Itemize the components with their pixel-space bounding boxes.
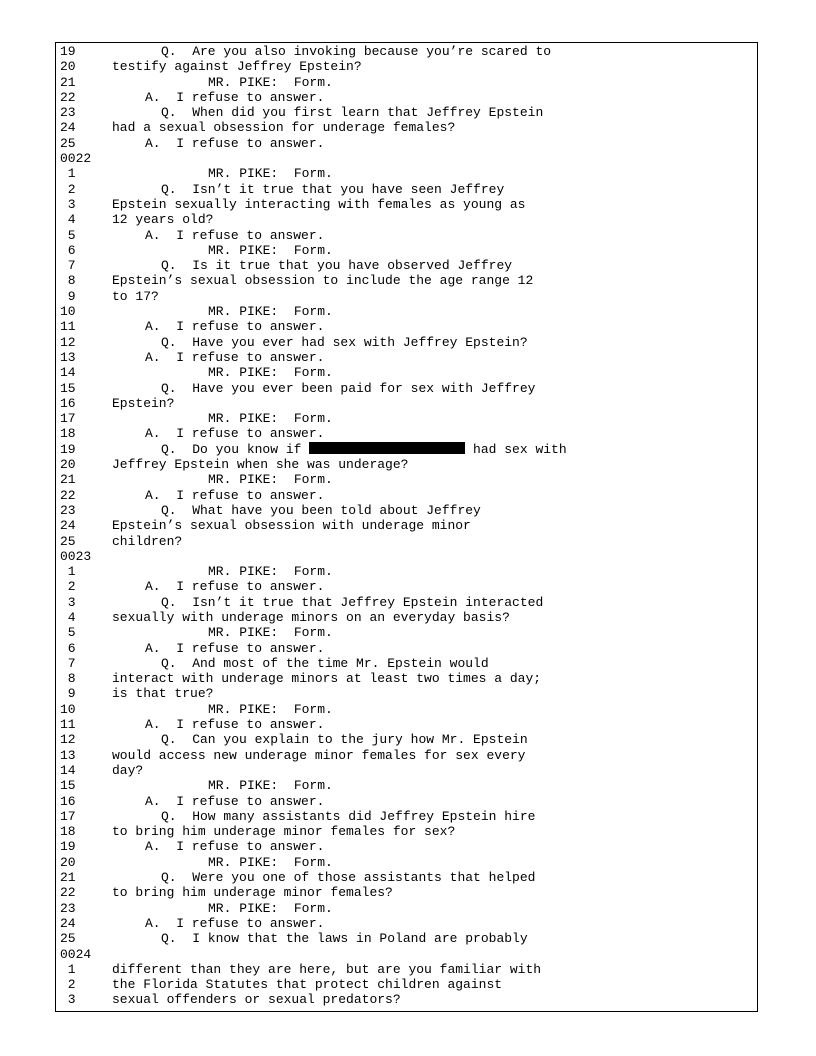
- transcript-line: [60, 564, 750, 579]
- transcript-line: [60, 228, 750, 243]
- transcript-line: [60, 426, 750, 441]
- line-number: 21: [60, 870, 76, 886]
- line-text: [161, 182, 504, 197]
- line-text: [208, 472, 333, 487]
- line-text: [161, 381, 535, 396]
- line-number: 6: [60, 242, 76, 258]
- line-text: [112, 610, 510, 625]
- line-text-content: MR. PIKE: Form.: [208, 166, 333, 182]
- transcript-line: [60, 258, 750, 273]
- line-text-content: A. I refuse to answer.: [145, 227, 325, 243]
- line-text: [161, 503, 481, 518]
- line-text-content: Q. What have you been told about Jeffrey: [161, 502, 481, 518]
- line-text: [161, 931, 528, 946]
- transcript-line: [60, 304, 750, 319]
- line-text: [208, 901, 333, 916]
- transcript-line: [60, 549, 750, 564]
- line-text: [145, 136, 324, 151]
- line-text: [161, 656, 489, 671]
- transcript-line: [60, 671, 750, 686]
- line-text-content: A. I refuse to answer.: [145, 487, 325, 503]
- line-number: 24: [60, 518, 76, 534]
- line-text: [161, 595, 543, 610]
- line-number: 8: [60, 273, 76, 289]
- line-text-content: is that true?: [112, 686, 214, 702]
- line-text-content: A. I refuse to answer.: [145, 915, 325, 931]
- transcript-line: [60, 794, 750, 809]
- line-number: 22: [60, 89, 76, 105]
- line-text-content: day?: [112, 762, 144, 778]
- line-text-content: MR. PIKE: Form.: [208, 242, 333, 258]
- line-text: [161, 258, 512, 273]
- line-text-continuation: had sex with: [465, 441, 567, 457]
- line-text: [161, 335, 528, 350]
- line-text-content: A. I refuse to answer.: [145, 717, 325, 733]
- line-text-content: MR. PIKE: Form.: [208, 854, 333, 870]
- line-text: [208, 304, 333, 319]
- line-text: [145, 426, 324, 441]
- line-number: 6: [60, 640, 76, 656]
- transcript-line: [60, 778, 750, 793]
- transcript-line: [60, 824, 750, 839]
- transcript-line: [60, 472, 750, 487]
- line-text-content: MR. PIKE: Form.: [208, 74, 333, 90]
- line-text-content: Q. Is it true that you have observed Jeffrey: [161, 258, 513, 274]
- line-number: 25: [60, 135, 76, 151]
- line-text: [145, 228, 324, 243]
- line-text-content: A. I refuse to answer.: [145, 839, 325, 855]
- line-text-content: Q. When did you first learn that Jeffrey Epstein: [161, 105, 544, 121]
- line-number: 20: [60, 457, 76, 473]
- line-text: [161, 732, 528, 747]
- line-text: [208, 778, 333, 793]
- transcript-line: [60, 610, 750, 625]
- line-number: 24: [60, 915, 76, 931]
- line-text: [145, 350, 324, 365]
- line-text-content: to bring him underage minor females for sex?: [112, 824, 456, 840]
- line-text-content: MR. PIKE: Form.: [208, 625, 333, 641]
- line-text-content: Epstein’s sexual obsession to include the age range 12: [112, 273, 534, 289]
- line-number: 19: [60, 441, 76, 457]
- line-text: [112, 197, 525, 212]
- line-text: [208, 564, 333, 579]
- line-number: 12: [60, 732, 76, 748]
- transcript-line: [60, 197, 750, 212]
- line-text-content: interact with underage minors at least two times a day;: [112, 671, 542, 687]
- transcript-line: [60, 579, 750, 594]
- transcript-line: [60, 901, 750, 916]
- line-number: 7: [60, 258, 76, 274]
- transcript-line: [60, 748, 750, 763]
- line-number: 20: [60, 854, 76, 870]
- transcript-line: [60, 488, 750, 503]
- line-text: [112, 396, 174, 411]
- line-text-content: Q. Were you one of those assistants that helped: [161, 870, 536, 886]
- line-text: [112, 212, 213, 227]
- transcript-line: [60, 212, 750, 227]
- line-number: 16: [60, 793, 76, 809]
- transcript-line: [60, 732, 750, 747]
- line-number: 19: [60, 839, 76, 855]
- line-text: [145, 488, 324, 503]
- line-number: 1: [60, 961, 76, 977]
- transcript-line: [60, 518, 750, 533]
- transcript-line: [60, 396, 750, 411]
- line-text: [112, 518, 471, 533]
- line-text: [208, 411, 333, 426]
- transcript-lines: [60, 44, 750, 1008]
- line-text-content: MR. PIKE: Form.: [208, 472, 333, 488]
- line-text-content: Q. How many assistants did Jeffrey Epstein hire: [161, 808, 536, 824]
- line-number: 10: [60, 701, 76, 717]
- line-text-content: MR. PIKE: Form.: [208, 304, 333, 320]
- line-number: 15: [60, 380, 76, 396]
- line-text: [145, 839, 324, 854]
- line-text-content: A. I refuse to answer.: [145, 640, 325, 656]
- line-number: 11: [60, 717, 76, 733]
- line-number: 18: [60, 426, 76, 442]
- transcript-line: [60, 947, 750, 962]
- line-number: 23: [60, 900, 76, 916]
- line-text: [161, 44, 551, 59]
- transcript-line: [60, 931, 750, 946]
- line-number: 14: [60, 762, 76, 778]
- transcript-line: [60, 120, 750, 135]
- line-text: [145, 794, 324, 809]
- line-text-content: Q. Isn’t it true that you have seen Jeffrey: [161, 181, 505, 197]
- transcript-line: [60, 442, 750, 457]
- transcript-line: [60, 686, 750, 701]
- line-number: 24: [60, 120, 76, 136]
- line-text-content: Epstein’s sexual obsession with underage minor: [112, 518, 471, 534]
- line-text: [112, 962, 541, 977]
- line-text-content: A. I refuse to answer.: [145, 319, 325, 335]
- line-number: 8: [60, 671, 76, 687]
- transcript-line: [60, 44, 750, 59]
- line-text-content: Epstein sexually interacting with females as young as: [112, 196, 526, 212]
- line-text: [208, 365, 333, 380]
- line-text-content: would access new underage minor females for sex every: [112, 747, 526, 763]
- line-number: 13: [60, 349, 76, 365]
- line-text: [112, 120, 455, 135]
- transcript-line: [60, 136, 750, 151]
- line-text-content: MR. PIKE: Form.: [208, 900, 333, 916]
- line-number: 3: [60, 594, 76, 610]
- line-text: [112, 457, 408, 472]
- line-text: [112, 534, 182, 549]
- transcript-line: [60, 75, 750, 90]
- line-text-content: MR. PIKE: Form.: [208, 564, 333, 580]
- line-number: 12: [60, 334, 76, 350]
- line-text: [145, 579, 324, 594]
- line-text-content: had a sexual obsession for underage females?: [112, 120, 456, 136]
- transcript-line: [60, 702, 750, 717]
- line-text-content: Q. Have you ever been paid for sex with Jeffrey: [161, 380, 536, 396]
- line-number: 1: [60, 166, 76, 182]
- transcript-line: [60, 992, 750, 1007]
- line-number: 16: [60, 395, 76, 411]
- line-number: 17: [60, 411, 76, 427]
- line-text: [161, 809, 535, 824]
- line-number: 4: [60, 609, 76, 625]
- line-text-content: to bring him underage minor females?: [112, 885, 393, 901]
- redaction-bar: [309, 442, 465, 454]
- transcript-line: [60, 166, 750, 181]
- line-text: [145, 90, 324, 105]
- line-text: [145, 717, 324, 732]
- page-number: 0023: [60, 548, 92, 564]
- line-text: [112, 59, 362, 74]
- transcript-line: [60, 105, 750, 120]
- line-text-content: sexual offenders or sexual predators?: [112, 992, 401, 1008]
- line-text: [145, 916, 324, 931]
- line-number: 5: [60, 625, 76, 641]
- transcript-line: [60, 182, 750, 197]
- line-text-content: Q. I know that the laws in Poland are probably: [161, 931, 528, 947]
- transcript-line: [60, 365, 750, 380]
- line-text-content: testify against Jeffrey Epstein?: [112, 59, 362, 75]
- transcript-line: [60, 59, 750, 74]
- line-text: [161, 870, 535, 885]
- line-number: 9: [60, 288, 76, 304]
- line-text-content: the Florida Statutes that protect children against: [112, 977, 503, 993]
- line-text-content: MR. PIKE: Form.: [208, 365, 333, 381]
- line-number: 23: [60, 502, 76, 518]
- line-text: [112, 977, 502, 992]
- page-number: 0024: [60, 946, 92, 962]
- transcript-line: [60, 534, 750, 549]
- line-number: 2: [60, 579, 76, 595]
- line-number: 1: [60, 564, 76, 580]
- transcript-line: [60, 977, 750, 992]
- line-number: 21: [60, 472, 76, 488]
- transcript-line: [60, 641, 750, 656]
- line-text: [145, 319, 324, 334]
- transcript-line: [60, 243, 750, 258]
- line-text-content: Q. Have you ever had sex with Jeffrey Epstein?: [161, 334, 528, 350]
- line-text: [208, 75, 333, 90]
- line-text-content: MR. PIKE: Form.: [208, 411, 333, 427]
- line-number: 22: [60, 885, 76, 901]
- line-text: [112, 763, 143, 778]
- line-text: [208, 625, 333, 640]
- line-number: 20: [60, 59, 76, 75]
- transcript-line: [60, 763, 750, 778]
- transcript-line: [60, 335, 750, 350]
- transcript-line: [60, 457, 750, 472]
- line-number: 19: [60, 44, 76, 59]
- line-text: [161, 105, 543, 120]
- line-text-content: Epstein?: [112, 395, 175, 411]
- line-text: [208, 855, 333, 870]
- line-text-content: different than they are here, but are you familiar with: [112, 961, 542, 977]
- line-text-content: Q. Can you explain to the jury how Mr. Epstein: [161, 732, 528, 748]
- line-text: [112, 289, 159, 304]
- line-text: [112, 686, 213, 701]
- line-number: 25: [60, 931, 76, 947]
- line-text-content: A. I refuse to answer.: [145, 793, 325, 809]
- line-text-content: children?: [112, 533, 183, 549]
- line-number: 13: [60, 747, 76, 763]
- line-number: 23: [60, 105, 76, 121]
- line-text: [145, 641, 324, 656]
- transcript-line: [60, 809, 750, 824]
- transcript-line: [60, 503, 750, 518]
- line-text-content: A. I refuse to answer.: [145, 426, 325, 442]
- line-number: 11: [60, 319, 76, 335]
- transcript-line: [60, 90, 750, 105]
- line-text-content: Q. Do you know if: [161, 441, 310, 457]
- line-number: 14: [60, 365, 76, 381]
- line-text: [112, 885, 393, 900]
- transcript-line: [60, 273, 750, 288]
- line-number: 3: [60, 196, 76, 212]
- line-text: [112, 748, 525, 763]
- line-number: 21: [60, 74, 76, 90]
- transcript-line: [60, 595, 750, 610]
- line-text-content: to 17?: [112, 288, 159, 304]
- line-text-content: Q. Isn’t it true that Jeffrey Epstein interacted: [161, 594, 544, 610]
- transcript-line: [60, 411, 750, 426]
- transcript-line: [60, 625, 750, 640]
- transcript-line: [60, 885, 750, 900]
- line-number: 9: [60, 686, 76, 702]
- line-text-content: MR. PIKE: Form.: [208, 701, 333, 717]
- transcript-line: [60, 151, 750, 166]
- line-text-content: A. I refuse to answer.: [145, 579, 325, 595]
- line-number: 25: [60, 533, 76, 549]
- line-number: 17: [60, 808, 76, 824]
- line-number: 3: [60, 992, 76, 1008]
- line-text: [208, 702, 333, 717]
- line-text: [112, 671, 541, 686]
- line-text-content: 12 years old?: [112, 212, 214, 228]
- line-number: 18: [60, 824, 76, 840]
- line-number: 2: [60, 977, 76, 993]
- line-number: 15: [60, 778, 76, 794]
- line-text-content: Jeffrey Epstein when she was underage?: [112, 457, 409, 473]
- line-number: 4: [60, 212, 76, 228]
- line-text-content: sexually with underage minors on an everyday basis?: [112, 609, 510, 625]
- transcript-line: [60, 855, 750, 870]
- page-number: 0022: [60, 151, 92, 167]
- line-number: 22: [60, 487, 76, 503]
- line-text: [208, 166, 333, 181]
- line-text: [112, 824, 455, 839]
- line-number: 10: [60, 304, 76, 320]
- line-text-content: A. I refuse to answer.: [145, 135, 325, 151]
- transcript-line: [60, 962, 750, 977]
- line-number: 7: [60, 655, 76, 671]
- line-text: [161, 442, 567, 457]
- transcript-line: [60, 656, 750, 671]
- transcript-line: [60, 319, 750, 334]
- line-text: [112, 992, 401, 1007]
- transcript-line: [60, 289, 750, 304]
- transcript-line: [60, 839, 750, 854]
- line-text-content: Q. Are you also invoking because you’re scared to: [161, 44, 552, 59]
- line-number: 5: [60, 227, 76, 243]
- transcript-line: [60, 381, 750, 396]
- line-text-content: Q. And most of the time Mr. Epstein would: [161, 655, 489, 671]
- line-text-content: A. I refuse to answer.: [145, 89, 325, 105]
- line-text: [208, 243, 333, 258]
- line-text-content: A. I refuse to answer.: [145, 349, 325, 365]
- transcript-line: [60, 870, 750, 885]
- line-text-content: MR. PIKE: Form.: [208, 778, 333, 794]
- line-number: 2: [60, 181, 76, 197]
- transcript-line: [60, 717, 750, 732]
- line-text: [112, 273, 533, 288]
- transcript-line: [60, 350, 750, 365]
- transcript-line: [60, 916, 750, 931]
